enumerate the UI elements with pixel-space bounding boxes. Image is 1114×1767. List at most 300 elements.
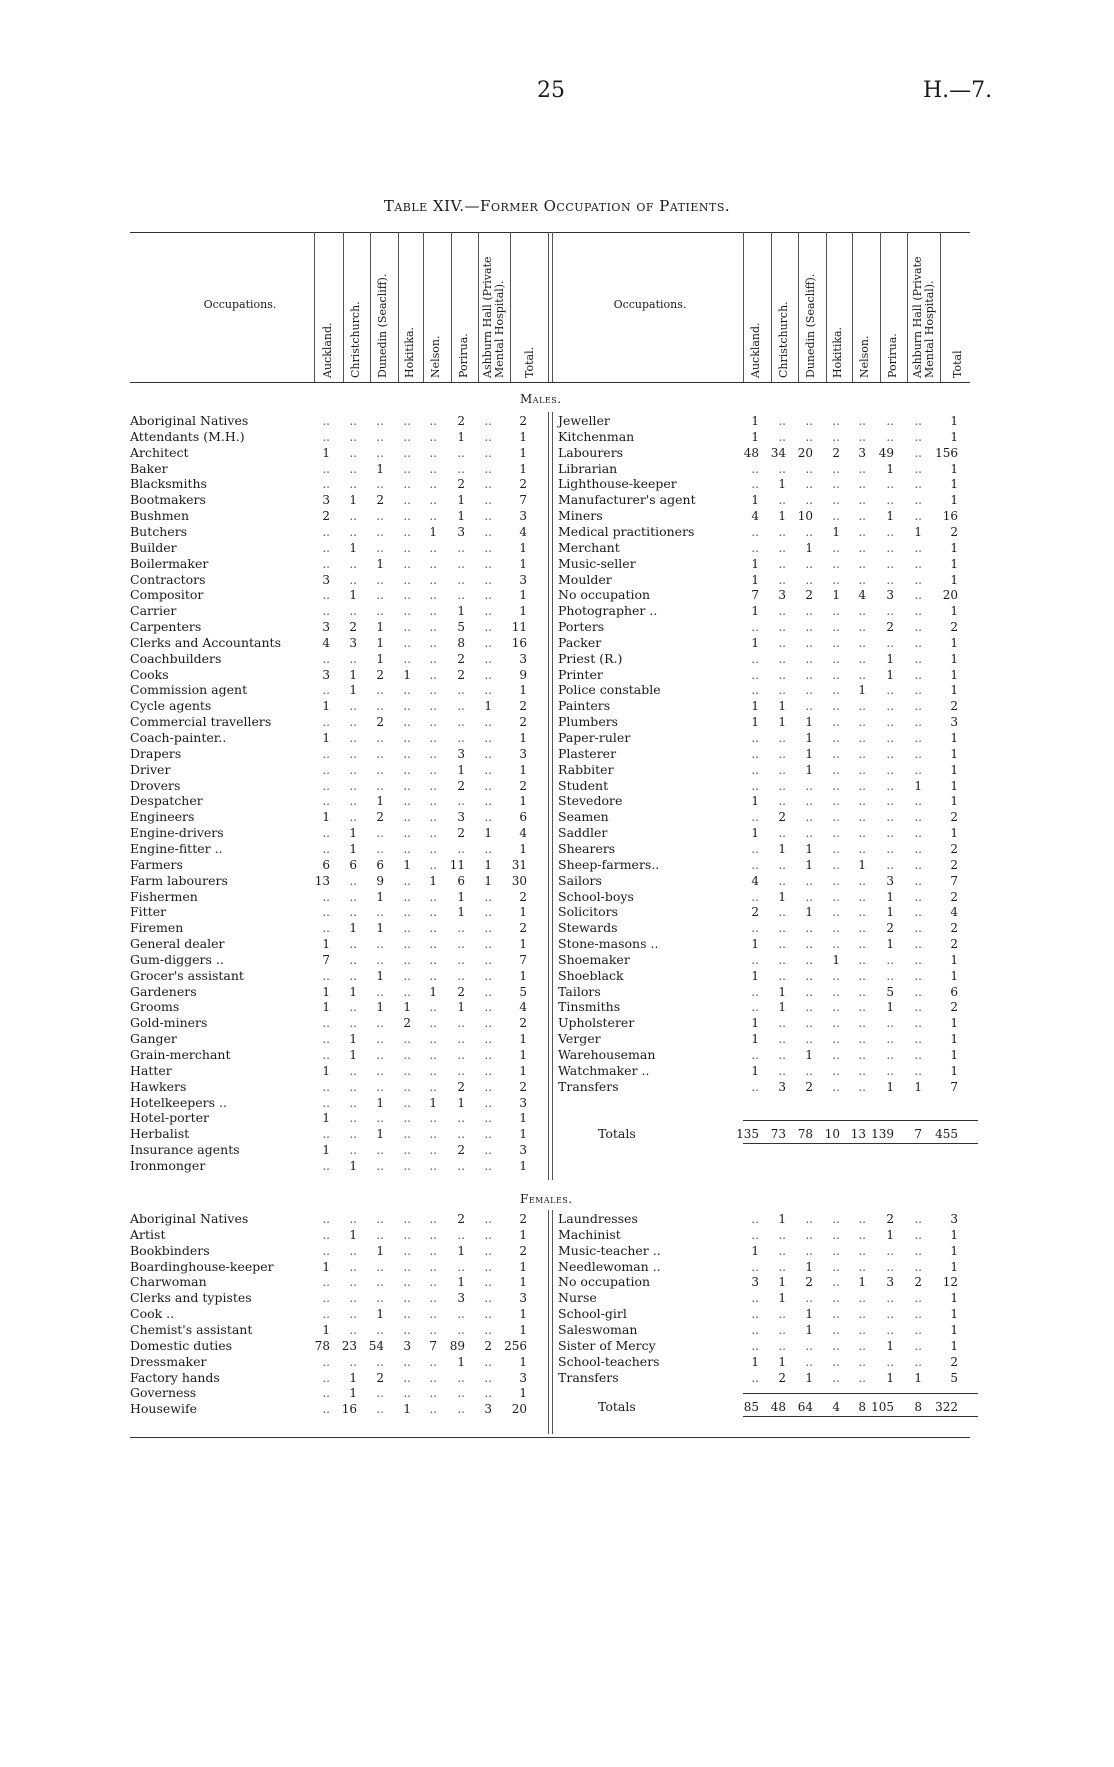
count-cell: .. [778, 731, 786, 745]
count-cell: .. [751, 651, 759, 666]
count-cell: .. [403, 1370, 411, 1385]
count-cell: .. [832, 841, 840, 856]
count-cell: 1 [751, 604, 759, 619]
count-cell: 1 [376, 635, 384, 650]
count-cell: .. [832, 509, 840, 524]
count-cell: 1 [457, 429, 465, 444]
count-cell: .. [914, 984, 922, 999]
occupation-name: Upholsterer [558, 1015, 635, 1031]
count-cell: 1 [376, 921, 384, 936]
count-cell: 1 [805, 1048, 813, 1062]
count-cell: .. [429, 921, 437, 936]
count-cell: .. [322, 841, 330, 856]
count-cell: 1 [778, 1212, 786, 1226]
count-cell: .. [914, 889, 922, 904]
count-cell: .. [403, 620, 411, 635]
count-cell: 2 [950, 810, 958, 825]
count-cell: .. [403, 1212, 411, 1226]
male-right-row [0, 778, 1114, 794]
count-cell: .. [322, 1354, 330, 1369]
count-cell: .. [914, 429, 922, 444]
count-cell: .. [751, 889, 759, 904]
column-header: Hokitika. [831, 326, 844, 378]
count-cell: .. [403, 1079, 411, 1094]
occupation-name: Builder [130, 539, 177, 555]
count-cell: .. [403, 635, 411, 650]
count-cell: .. [403, 414, 411, 428]
count-cell: 1 [519, 588, 527, 603]
male-left-row [0, 1095, 1114, 1111]
count-cell: .. [457, 1016, 465, 1031]
count-cell: .. [832, 889, 840, 904]
totals-row [0, 1399, 1114, 1415]
female-right-row [0, 1274, 1114, 1290]
count-cell: .. [429, 429, 437, 444]
count-cell: 1 [322, 1259, 330, 1274]
count-cell: .. [349, 1000, 357, 1015]
occupation-name: Sheep-farmers.. [558, 856, 660, 872]
count-cell: 1 [519, 1354, 527, 1369]
count-cell: 5 [457, 620, 465, 635]
occupation-name: Miners [558, 508, 603, 524]
count-cell: 16 [942, 509, 958, 524]
column-rule [907, 232, 908, 382]
count-cell: 2 [376, 715, 384, 730]
count-cell: .. [349, 778, 357, 793]
count-cell: .. [376, 1079, 384, 1094]
female-right-row [0, 1290, 1114, 1306]
count-cell: 1 [751, 1354, 759, 1369]
count-cell: .. [376, 524, 384, 539]
count-cell: .. [858, 889, 866, 904]
count-cell: .. [914, 921, 922, 936]
count-cell: .. [429, 1291, 437, 1306]
count-cell: .. [429, 509, 437, 524]
count-cell: .. [484, 762, 492, 777]
count-cell: .. [886, 604, 894, 619]
occupation-name: No occupation [558, 1274, 651, 1290]
count-cell: .. [778, 683, 786, 698]
occupation-name: Grain-merchant [130, 1047, 231, 1062]
count-cell: .. [484, 1322, 492, 1337]
count-cell: 1 [376, 1243, 384, 1258]
count-cell: 1 [429, 873, 437, 888]
count-cell: 2 [805, 1275, 813, 1290]
total-cell: 85 [743, 1400, 759, 1414]
male-right-row [0, 1031, 1114, 1047]
count-cell: 1 [322, 1322, 330, 1337]
count-cell: 2 [805, 588, 813, 603]
count-cell: .. [914, 651, 922, 666]
count-cell: .. [832, 461, 840, 476]
count-cell: 1 [805, 841, 813, 856]
count-cell: .. [778, 1032, 786, 1047]
count-cell: 4 [950, 905, 958, 920]
total-cell: 8 [914, 1400, 922, 1414]
male-right-row [0, 413, 1114, 429]
count-cell: .. [403, 873, 411, 888]
count-cell: 1 [322, 445, 330, 460]
count-cell: .. [484, 1032, 492, 1047]
count-cell: .. [457, 968, 465, 983]
count-cell: .. [403, 1127, 411, 1142]
count-cell: .. [484, 746, 492, 761]
count-cell: .. [914, 1000, 922, 1015]
occupation-name: Student [558, 777, 609, 793]
count-cell: .. [484, 1291, 492, 1306]
count-cell: .. [429, 715, 437, 730]
occupation-name: Engineers [130, 809, 195, 825]
count-cell: .. [457, 699, 465, 714]
count-cell: 1 [805, 715, 813, 730]
count-cell: 2 [832, 445, 840, 460]
occupation-name: Verger [558, 1031, 601, 1047]
male-right-row [0, 984, 1114, 1000]
count-cell: 2 [950, 524, 958, 539]
count-cell: .. [886, 635, 894, 650]
count-cell: .. [403, 715, 411, 730]
count-cell: 1 [950, 1322, 958, 1337]
count-cell: .. [914, 1291, 922, 1306]
count-cell: .. [403, 445, 411, 460]
count-cell: .. [457, 1063, 465, 1078]
count-cell: .. [805, 1227, 813, 1242]
column-rule [423, 232, 424, 382]
count-cell: 1 [519, 556, 527, 571]
count-cell: .. [805, 635, 813, 650]
count-cell: .. [832, 746, 840, 761]
count-cell: .. [832, 826, 840, 841]
count-cell: .. [805, 1212, 813, 1226]
count-cell: 1 [805, 1307, 813, 1322]
count-cell: .. [914, 1354, 922, 1369]
male-right-row [0, 603, 1114, 619]
occupation-name: Porters [558, 619, 605, 635]
count-cell: 3 [950, 1212, 958, 1226]
count-cell: 1 [950, 604, 958, 619]
count-cell: .. [429, 1032, 437, 1047]
count-cell: .. [886, 572, 894, 587]
count-cell: .. [778, 429, 786, 444]
count-cell: 1 [519, 461, 527, 476]
count-cell: .. [403, 746, 411, 761]
occupation-name: Bushmen [130, 508, 190, 524]
occupation-name: Tailors [558, 983, 601, 999]
count-cell: .. [349, 1307, 357, 1322]
count-cell: 1 [429, 984, 437, 999]
occupation-name: Warehouseman [558, 1047, 656, 1062]
count-cell: .. [429, 952, 437, 967]
occupation-name: School-girl [558, 1306, 627, 1322]
count-cell: .. [886, 1291, 894, 1306]
count-cell: .. [886, 968, 894, 983]
count-cell: 1 [914, 524, 922, 539]
count-cell: .. [484, 540, 492, 555]
count-cell: .. [457, 1370, 465, 1385]
count-cell: .. [484, 1111, 492, 1126]
male-right-row [0, 936, 1114, 952]
count-cell: .. [914, 683, 922, 698]
count-cell: .. [484, 937, 492, 952]
count-cell: .. [751, 620, 759, 635]
count-cell: .. [886, 1322, 894, 1337]
count-cell: 1 [805, 1259, 813, 1274]
count-cell: .. [832, 731, 840, 745]
count-cell: .. [484, 1143, 492, 1158]
occupation-name: Solicitors [558, 904, 619, 920]
count-cell: .. [805, 810, 813, 825]
count-cell: .. [751, 984, 759, 999]
occupation-name: Manufacturer's agent [558, 492, 696, 508]
count-cell: 3 [519, 746, 527, 761]
count-cell: 1 [832, 588, 840, 603]
count-cell: .. [484, 572, 492, 587]
occupation-name: Driver [130, 761, 171, 777]
count-cell: .. [349, 524, 357, 539]
count-cell: .. [484, 841, 492, 856]
count-cell: 1 [349, 1370, 357, 1385]
count-cell: 9 [376, 873, 384, 888]
occupations-header-left: Occupations. [203, 298, 277, 311]
count-cell: .. [484, 524, 492, 539]
count-cell: 1 [950, 635, 958, 650]
count-cell: 1 [349, 984, 357, 999]
count-cell: .. [349, 1322, 357, 1337]
count-cell: .. [322, 826, 330, 841]
count-cell: .. [914, 620, 922, 635]
male-right-row [0, 920, 1114, 936]
count-cell: .. [858, 873, 866, 888]
count-cell: .. [349, 762, 357, 777]
count-cell: 1 [376, 651, 384, 666]
occupation-name: Priest (R.) [558, 650, 623, 666]
column-rule [478, 232, 479, 382]
count-cell: .. [484, 1386, 492, 1401]
count-cell: .. [403, 477, 411, 492]
count-cell: 1 [805, 857, 813, 872]
count-cell: .. [376, 1354, 384, 1369]
count-cell: .. [457, 1127, 465, 1142]
occupation-name: Sister of Mercy [558, 1337, 656, 1353]
count-cell: .. [457, 1386, 465, 1401]
count-cell: .. [349, 1243, 357, 1258]
count-cell: .. [886, 952, 894, 967]
count-cell: 2 [376, 667, 384, 682]
count-cell: .. [349, 968, 357, 983]
count-cell: .. [886, 524, 894, 539]
occupation-name: Packer [558, 634, 602, 650]
count-cell: 2 [519, 715, 527, 730]
count-cell: 89 [449, 1338, 465, 1353]
count-cell: .. [403, 1048, 411, 1062]
count-cell: .. [832, 1322, 840, 1337]
count-cell: 1 [751, 556, 759, 571]
count-cell: .. [751, 1291, 759, 1306]
count-cell: .. [914, 1016, 922, 1031]
count-cell: 1 [751, 699, 759, 714]
count-cell: .. [751, 731, 759, 745]
occupation-name: Farm labourers [130, 872, 228, 888]
column-header: Total. [523, 346, 536, 378]
count-cell: .. [832, 984, 840, 999]
count-cell: 2 [376, 810, 384, 825]
count-cell: 1 [349, 1227, 357, 1242]
male-right-row [0, 572, 1114, 588]
count-cell: .. [778, 572, 786, 587]
count-cell: 1 [950, 952, 958, 967]
count-cell: .. [457, 1227, 465, 1242]
count-cell: .. [349, 905, 357, 920]
count-cell: 1 [751, 1016, 759, 1031]
count-cell: 6 [322, 857, 330, 872]
count-cell: .. [832, 414, 840, 428]
count-cell: .. [805, 921, 813, 936]
count-cell: 2 [457, 826, 465, 841]
count-cell: .. [886, 1016, 894, 1031]
count-cell: 1 [403, 1402, 411, 1417]
count-cell: .. [832, 1032, 840, 1047]
count-cell: .. [403, 1354, 411, 1369]
count-cell: .. [484, 731, 492, 745]
count-cell: 1 [349, 540, 357, 555]
occupation-name: Charwoman [130, 1274, 207, 1290]
male-right-row [0, 429, 1114, 445]
count-cell: 4 [858, 588, 866, 603]
count-cell: 1 [376, 620, 384, 635]
count-cell: 2 [457, 667, 465, 682]
count-cell: .. [429, 826, 437, 841]
occupation-name: Laundresses [558, 1211, 638, 1226]
count-cell: .. [832, 1048, 840, 1062]
count-cell: .. [457, 1307, 465, 1322]
count-cell: .. [805, 429, 813, 444]
count-cell: 7 [950, 1079, 958, 1094]
count-cell: .. [457, 572, 465, 587]
count-cell: .. [886, 857, 894, 872]
count-cell: .. [403, 968, 411, 983]
occupation-name: Bootmakers [130, 492, 206, 508]
column-rule [398, 232, 399, 382]
count-cell: .. [914, 667, 922, 682]
female-right-row [0, 1370, 1114, 1386]
count-cell: 1 [349, 1158, 357, 1173]
count-cell: 1 [457, 1354, 465, 1369]
count-cell: .. [886, 1048, 894, 1062]
count-cell: 1 [519, 1259, 527, 1274]
count-cell: 1 [751, 572, 759, 587]
count-cell: .. [484, 1048, 492, 1062]
occupation-name: Stone-masons .. [558, 936, 659, 952]
count-cell: .. [429, 1354, 437, 1369]
count-cell: .. [322, 1158, 330, 1173]
count-cell: .. [429, 651, 437, 666]
count-cell: 1 [832, 952, 840, 967]
male-left-row [0, 1158, 1114, 1174]
count-cell: .. [805, 1032, 813, 1047]
count-cell: 1 [376, 1095, 384, 1110]
count-cell: 7 [322, 952, 330, 967]
count-cell: .. [484, 952, 492, 967]
count-cell: .. [457, 1111, 465, 1126]
count-cell: 2 [751, 905, 759, 920]
count-cell: .. [914, 556, 922, 571]
count-cell: 31 [511, 857, 527, 872]
count-cell: .. [886, 1307, 894, 1322]
total-cell: 4 [832, 1400, 840, 1414]
male-right-row [0, 540, 1114, 556]
count-cell: 3 [457, 810, 465, 825]
count-cell: .. [886, 826, 894, 841]
count-cell: 20 [511, 1402, 527, 1417]
male-right-row [0, 556, 1114, 572]
count-cell: .. [322, 1243, 330, 1258]
count-cell: .. [778, 414, 786, 428]
count-cell: .. [429, 635, 437, 650]
count-cell: .. [403, 778, 411, 793]
count-cell: 1 [519, 1227, 527, 1242]
count-cell: 1 [950, 461, 958, 476]
count-cell: 3 [519, 1095, 527, 1110]
count-cell: .. [778, 968, 786, 983]
count-cell: .. [349, 1111, 357, 1126]
count-cell: .. [778, 921, 786, 936]
count-cell: 1 [832, 524, 840, 539]
count-cell: .. [858, 1016, 866, 1031]
count-cell: .. [751, 1000, 759, 1015]
count-cell: 3 [322, 620, 330, 635]
column-rule [852, 232, 853, 382]
count-cell: .. [805, 968, 813, 983]
count-cell: 1 [886, 651, 894, 666]
count-cell: 3 [950, 715, 958, 730]
count-cell: .. [484, 1227, 492, 1242]
count-cell: .. [778, 667, 786, 682]
count-cell: .. [484, 445, 492, 460]
count-cell: 11 [449, 857, 465, 872]
occupations-header-right: Occupations. [613, 298, 687, 311]
count-cell: .. [886, 746, 894, 761]
occupation-name: Chemist's assistant [130, 1321, 253, 1337]
count-cell: .. [322, 461, 330, 476]
count-cell: .. [376, 699, 384, 714]
count-cell: .. [484, 635, 492, 650]
totals-top-rule [743, 1393, 978, 1394]
count-cell: 2 [519, 1212, 527, 1226]
count-cell: .. [349, 1275, 357, 1290]
count-cell: .. [751, 1259, 759, 1274]
occupation-name: Dressmaker [130, 1353, 207, 1369]
count-cell: 6 [950, 984, 958, 999]
count-cell: 2 [950, 1000, 958, 1015]
table-bottom-rule [130, 1437, 970, 1438]
count-cell: .. [832, 905, 840, 920]
male-right-row [0, 999, 1114, 1015]
count-cell: .. [322, 921, 330, 936]
occupation-name: Herbalist [130, 1126, 190, 1142]
count-cell: 1 [886, 1370, 894, 1385]
count-cell: .. [751, 841, 759, 856]
count-cell: .. [751, 746, 759, 761]
count-cell: .. [484, 778, 492, 793]
count-cell: .. [914, 731, 922, 745]
female-right-row [0, 1306, 1114, 1322]
count-cell: .. [914, 493, 922, 508]
count-cell: 2 [950, 1354, 958, 1369]
count-cell: 2 [914, 1275, 922, 1290]
count-cell: .. [751, 667, 759, 682]
count-cell: .. [457, 715, 465, 730]
count-cell: .. [805, 414, 813, 428]
